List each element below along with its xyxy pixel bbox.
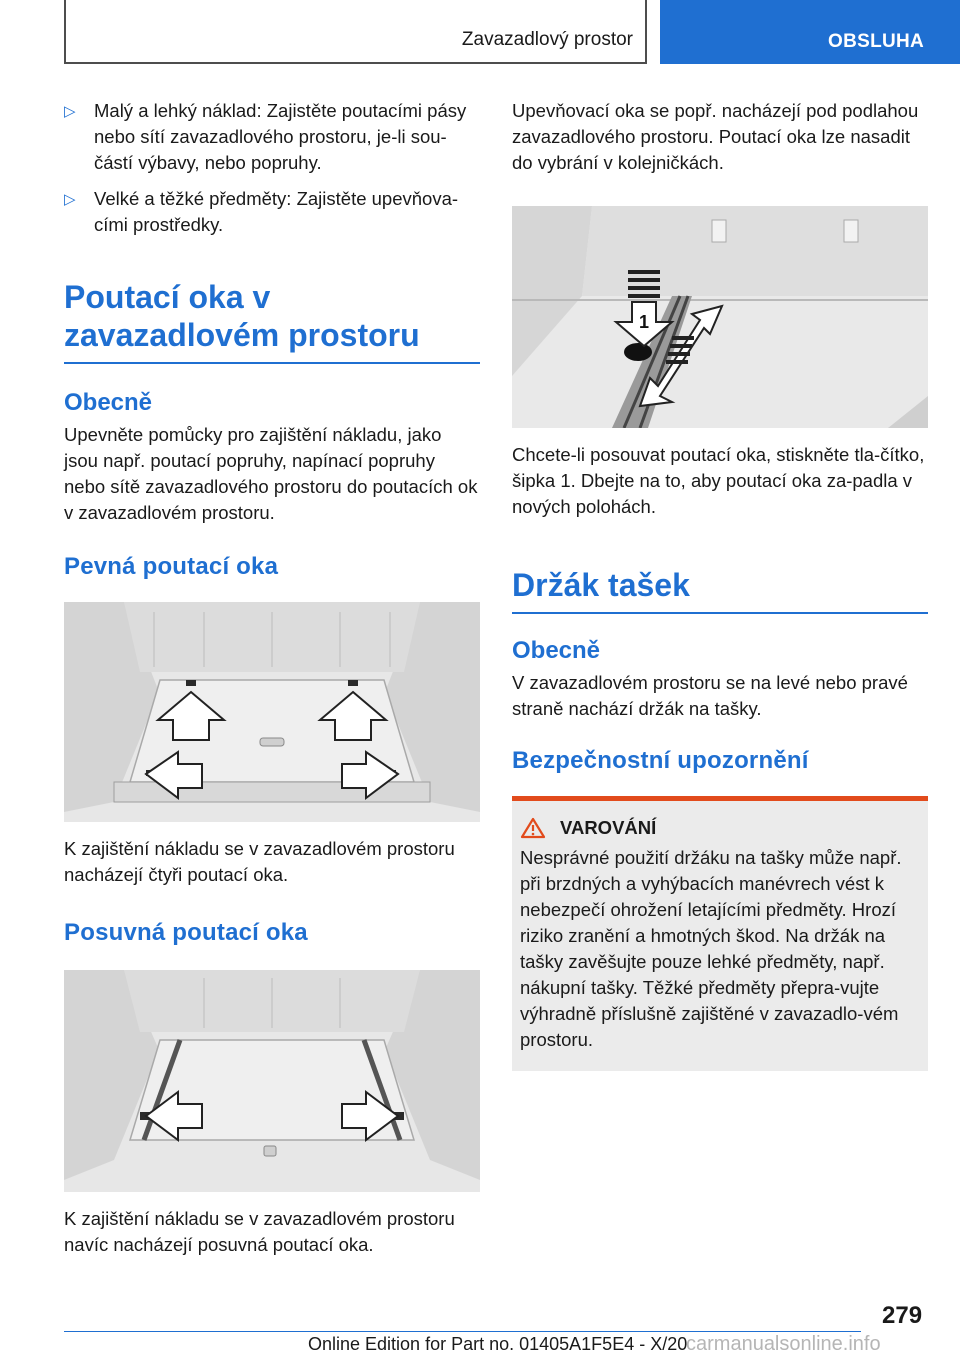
subheading-general: Obecně — [512, 637, 601, 664]
warning-box — [512, 796, 928, 1071]
chapter-tab: OBSLUHA — [660, 0, 960, 64]
section-heading-tie-downs: Poutací oka v zavazadlovém prostoru — [64, 278, 480, 364]
subheading-general: Obecně — [64, 389, 153, 416]
rail-caption: Chcete-li posouvat poutací oka, stiskněte tla-čítko, šipka 1. Dbejte na to, aby poutací oka za-padla v nových polohách. — [512, 444, 925, 517]
footer-divider — [64, 1331, 861, 1332]
rail-tie-down-illustration — [512, 206, 928, 428]
sliding-eyes-caption: K zajištění nákladu se v zavazadlovém prostoru navíc nacházejí posuvná poutací oka. — [64, 1208, 455, 1255]
general-text: Upevněte pomůcky pro zajištění nákladu, jako jsou např. poutací popruhy, napínací popruhy nebo sítě zavazadlového prostoru do poutacích ok v zavazadlovém prostoru. — [64, 424, 478, 523]
header-frame — [64, 0, 647, 64]
fixed-tie-downs-illustration — [64, 602, 480, 822]
bullet-item — [64, 186, 480, 238]
bullet-triangle-icon: ▷ — [64, 103, 76, 120]
sliding-tie-downs-illustration — [64, 970, 480, 1192]
bag-holder-general-text: V zavazadlovém prostoru se na levé nebo pravé straně nachází držák na tašky. — [512, 672, 908, 719]
watermark: carmanualsonline.info — [686, 1333, 881, 1355]
bullet-text: Malý a lehký náklad: Zajistěte poutacími pásy nebo sítí zavazadlového prostoru, je-li sou-částí výbavy, nebo popruhy. — [94, 100, 467, 173]
warning-triangle-icon — [520, 817, 546, 839]
left-column — [64, 98, 480, 1258]
section-heading-bag-holder: Držák tašek — [512, 566, 928, 614]
page-number: 279 — [882, 1302, 923, 1329]
right-column — [512, 98, 928, 1071]
fixed-eyes-caption: K zajištění nákladu se v zavazadlovém prostoru nacházejí čtyři poutací oka. — [64, 838, 455, 885]
edition-note: Online Edition for Part no. 01405A1F5E4 - X/20 — [308, 1334, 688, 1354]
warning-text: Nesprávné použití držáku na tašky může např. při brzdných a vyhýbacích manévrech vést k nebezpečí ohrožení letajícími předměty. Hrozí riziko zranění a hmotných škod. Na držák na tašky zavěšujte pouze lehké předměty, např. nákupní tašky. Těžké předměty přepra-vujte výhradně příslušně zajištěné v zavazadlo-vém prostoru. — [520, 847, 902, 1050]
bullet-text: Velké a těžké předměty: Zajistěte upevňova-cími prostředky. — [94, 188, 459, 235]
underfloor-eyes-text: Upevňovací oka se popř. nacházejí pod podlahou zavazadlového prostoru. Poutací oka lze nasadit do vybrání v kolejničkách. — [512, 100, 919, 173]
subheading-safety: Bezpečnostní upozornění — [512, 747, 809, 774]
subheading-fixed-eyes: Pevná poutací oka — [64, 553, 279, 580]
warning-header — [520, 817, 920, 839]
subheading-sliding-eyes: Posuvná poutací oka — [64, 919, 308, 946]
warning-label: VAROVÁNÍ — [560, 817, 657, 838]
bullet-item — [64, 98, 480, 176]
arrow-1-marker: 1 — [638, 312, 650, 332]
section-title: Zavazadlový prostor — [461, 29, 633, 50]
bullet-triangle-icon: ▷ — [64, 191, 76, 208]
